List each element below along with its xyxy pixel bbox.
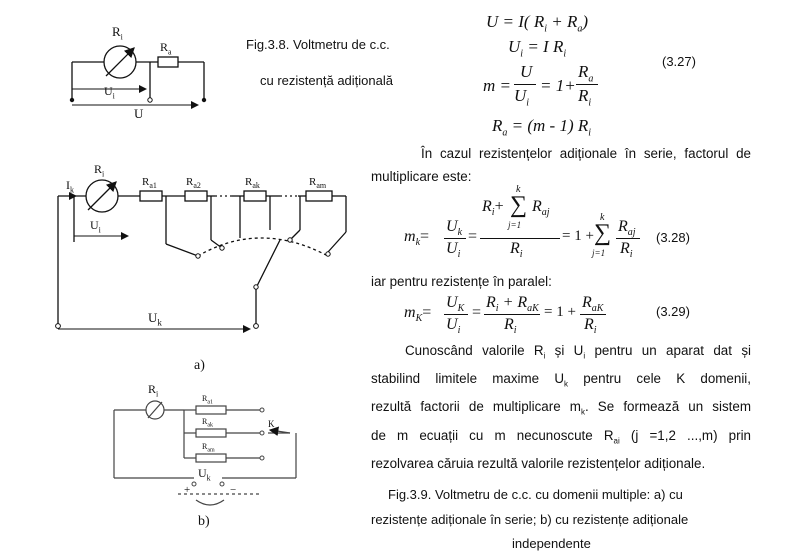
fig39-caption-line1: Fig.3.9. Voltmetru de c.c. cu domenii multiple: a) cu (388, 487, 683, 502)
fig38-label-ui: $U_i$ (104, 84, 115, 101)
eq329-number: (3.29) (656, 304, 690, 319)
eq329-frac2-num: $R_i + R_{aK}$ (486, 294, 539, 315)
fig39a-label-ri: $R_i$ (94, 162, 105, 179)
eq328-sum2-bot: j=1 (592, 248, 606, 258)
eq329-frac1-bar (444, 314, 468, 315)
fig39b-label-k: K (268, 419, 275, 429)
eq328-num-ri: $R_i+$ (482, 198, 504, 219)
eq327-m: m = (483, 76, 511, 95)
fig38-label-ra: $R_a$ (160, 40, 172, 57)
eq329-frac3-bar (580, 314, 606, 315)
fig39b-label-ri: $R_i$ (148, 382, 159, 399)
fig39b-label-uk: $U_k$ (198, 466, 211, 483)
eq329-frac1-num: $U_K$ (446, 294, 465, 315)
eq329-frac2-bar (484, 314, 540, 315)
eq327-number: (3.27) (662, 54, 696, 69)
fig39a-label-ik: $I_k$ (66, 178, 74, 195)
eq328-sum2-sign: ∑ (594, 220, 612, 246)
fig39a-label-ram: $R_{am}$ (309, 176, 327, 191)
fig39b-label: b) (198, 514, 210, 529)
eq328-frac1-den: $U_i$ (446, 240, 461, 261)
fig39a-label: a) (194, 358, 205, 373)
eq328-num-raj: $R_{aj}$ (532, 198, 550, 219)
eq328-number: (3.28) (656, 230, 690, 245)
eq327-frac1-bar (514, 84, 536, 85)
fig38-caption-line1: Fig.3.8. Voltmetru de c.c. (246, 37, 390, 52)
eq329-eq2: = (472, 304, 482, 321)
fig39b-label-plus: + (184, 484, 191, 496)
eq328-frac1-bar (444, 238, 466, 239)
eq329-frac3-den: $R_i$ (584, 316, 597, 337)
para-parallel-intro: iar pentru rezistențe în paralel: (371, 274, 552, 289)
fig39a-label-rak: $R_{ak}$ (245, 176, 260, 191)
eq328-frac2-bar (480, 238, 560, 239)
eq328-frac3-bar (616, 238, 640, 239)
eq328-one-plus: = 1 + (562, 228, 594, 244)
fig38-label-u: U (134, 106, 144, 121)
eq328-frac3-den: $R_i$ (620, 240, 633, 261)
fig39b-label-ra1: $R_{a1}$ (202, 394, 214, 406)
eq328-frac1-num: $U_k$ (446, 218, 463, 239)
fig38-caption-line2: cu rezistență adițională (260, 73, 393, 88)
eq327-frac2-num: $R_a$ (578, 62, 594, 85)
fig38-label-ri: $R_i$ (112, 24, 123, 42)
eq329-lhs: $m_K=$ (404, 304, 432, 325)
eq328-frac3-num: $R_{aj}$ (618, 218, 636, 239)
eq328-sum-bot: j=1 (508, 220, 522, 230)
fig39a-label-ui: $U_i$ (90, 218, 101, 235)
fig39-caption-line3: independente (512, 536, 591, 551)
eq328-frac2-den: $R_i$ (510, 240, 523, 261)
eq329-one-plus: = 1 + (544, 304, 576, 320)
fig39b-label-rak: $R_{ak}$ (202, 417, 214, 429)
eq327-frac2-den: $R_i$ (578, 86, 592, 109)
para-series-intro: În cazul rezistențelor adiționale în serie, factorul de multiplicare este: (371, 146, 751, 184)
fig39a-label-ra1: $R_{a1}$ (142, 176, 157, 191)
para-system: Cunoscând valorile $R_i$ și $U_i$ pentru un aparat dat și stabilind limitele maxime $U_k$ pentru cele K domenii, rezultă factorii de multiplicare $m_k$. Se formează un sistem de m ecuații cu m necunoscute $R_{ai}$ (j =1,2 ...,m) prin rezolvarea căruia rezultă valorile rezistențelor adiționale. (371, 343, 752, 471)
eq329-frac2-den: $R_i$ (504, 316, 517, 337)
eq327-eq-one: = 1+ (540, 76, 576, 95)
eq327-frac1-num: U (520, 62, 533, 81)
fig39b-label-ram: $R_{am}$ (202, 442, 215, 454)
eq327-frac1-den: $U_i$ (514, 86, 530, 109)
fig39-caption-line2: rezistențe adiționale în serie; b) cu rezistențe adiționale (371, 512, 689, 527)
fig39a-label-uk: $U_k$ (148, 310, 162, 328)
fig39b-label-minus: − (230, 484, 237, 496)
eq328-sum-sign: ∑ (510, 192, 528, 218)
eq327-line4: $R_a = (m - 1)$ $R_i$ (492, 116, 592, 139)
eq327-line1: U = I( $R_i + R_a$) (486, 12, 589, 35)
eq328-sum-top: k (516, 184, 521, 195)
eq328-lhs: $m_k=$ (404, 228, 430, 249)
eq329-frac3-num: $R_{aK}$ (582, 294, 604, 315)
eq327-line2: $U_i = I$ $R_i$ (508, 37, 567, 60)
eq328-eq2: = (468, 228, 478, 245)
eq329-frac1-den: $U_i$ (446, 316, 461, 337)
eq327-frac2-bar (576, 84, 598, 85)
fig39a-label-ra2: $R_{a2}$ (186, 176, 201, 191)
eq328-sum2-top: k (600, 212, 605, 223)
